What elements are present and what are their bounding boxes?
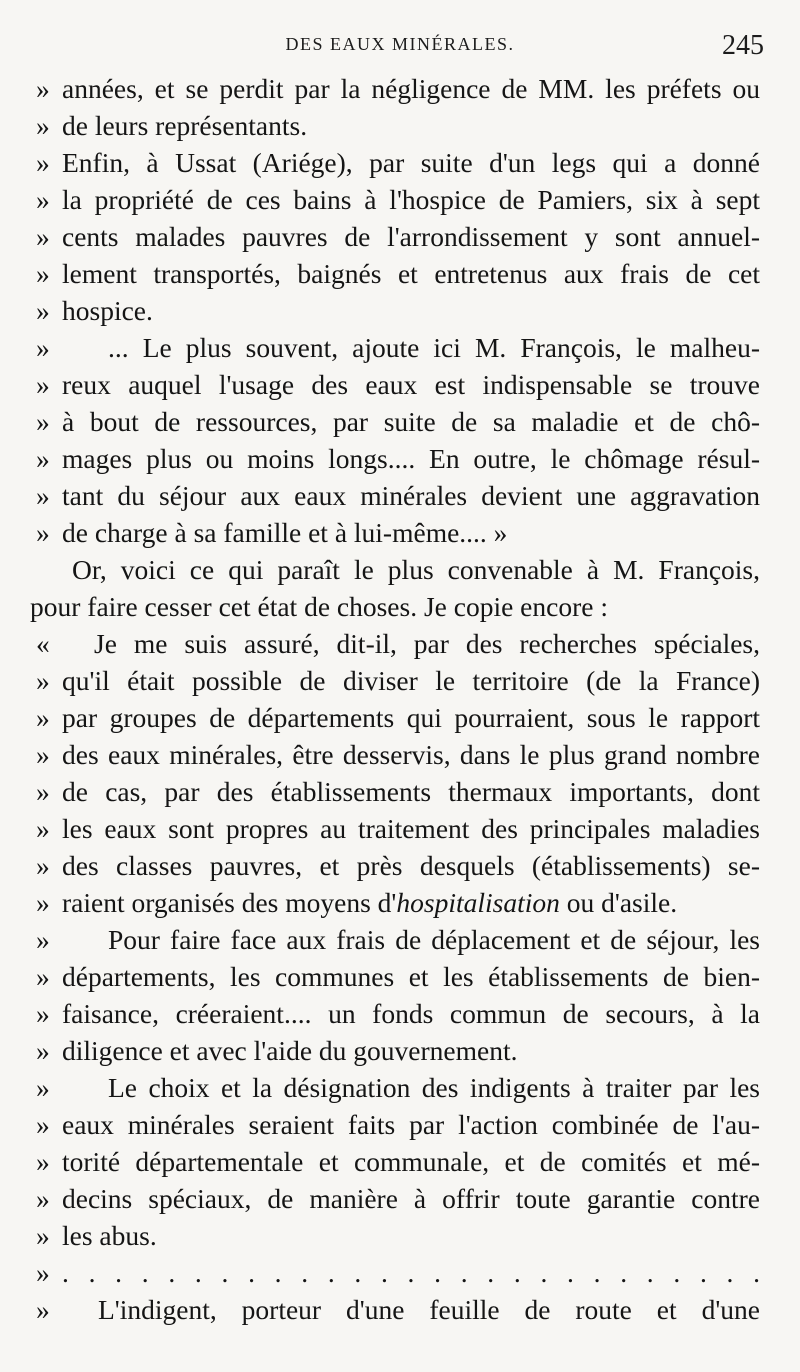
text-line: Or, voici ce qui paraît le plus convenable à M. François, [72, 554, 760, 585]
text-line: » de cas, par des établissements thermaux importants, dont [36, 776, 760, 807]
text-line: » diligence et avec l'aide du gouvernement. [36, 1035, 518, 1066]
text-line: » decins spéciaux, de manière à offrir toute garantie contre [36, 1183, 760, 1214]
text-line: » . . . . . . . . . . . . . . . . . . . . . . . . . . . [36, 1257, 760, 1288]
text-line: » de charge à sa famille et à lui-même.... » [36, 517, 508, 548]
text-line: » cents malades pauvres de l'arrondissement y sont annuel- [36, 221, 760, 252]
page-number: 245 [722, 30, 764, 61]
text-line: » à bout de ressources, par suite de sa maladie et de chô- [36, 406, 760, 437]
body-text [30, 70, 760, 1328]
text-line: » qu'il était possible de diviser le territoire (de la France) [36, 665, 760, 696]
text-line: » ... Le plus souvent, ajoute ici M. François, le malheu- [36, 332, 760, 363]
text-line: » les abus. [36, 1220, 157, 1251]
text-line: » années, et se perdit par la négligence de MM. les préfets ou [36, 73, 760, 104]
text-line: » faisance, créeraient.... un fonds commun de secours, à la [36, 998, 760, 1029]
text-line: » des eaux minérales, être desservis, dans le plus grand nombre [36, 739, 760, 770]
text-line: » départements, les communes et les établissements de bien- [36, 961, 760, 992]
text-line: » reux auquel l'usage des eaux est indispensable se trouve [36, 369, 760, 400]
text-line: » les eaux sont propres au traitement des principales maladies [36, 813, 760, 844]
text-line: » lement transportés, baignés et entretenus aux frais de cet [36, 258, 760, 289]
italic-word: hospitalisation [396, 887, 560, 918]
text-line: » Le choix et la désignation des indigents à traiter par les [36, 1072, 760, 1103]
text-line: » la propriété de ces bains à l'hospice de Pamiers, six à sept [36, 184, 760, 215]
text-line: pour faire cesser cet état de choses. Je copie encore : [30, 591, 608, 622]
page-header [30, 30, 770, 70]
running-title: DES EAUX MINÉRALES. [285, 34, 515, 54]
text-line: » torité départementale et communale, et de comités et mé- [36, 1146, 760, 1177]
text-line: » de leurs représentants. [36, 110, 308, 141]
text-line: » Pour faire face aux frais de déplacement et de séjour, les [36, 924, 760, 955]
text-line: » par groupes de départements qui pourraient, sous le rapport [36, 702, 760, 733]
text-line: » eaux minérales seraient faits par l'action combinée de l'au- [36, 1109, 760, 1140]
text-line: » Enfin, à Ussat (Ariége), par suite d'un legs qui a donné [36, 147, 760, 178]
text-line: » L'indigent, porteur d'une feuille de route et d'une [36, 1294, 760, 1325]
text-line: « Je me suis assuré, dit-il, par des recherches spéciales, [36, 628, 760, 659]
text-line: » mages plus ou moins longs.... En outre, le chômage résul- [36, 443, 760, 474]
text-line: » hospice. [36, 295, 153, 326]
text-line: » tant du séjour aux eaux minérales devient une aggravation [36, 480, 760, 511]
text-line: » raient organisés des moyens d'hospitalisation ou d'asile. [36, 887, 678, 918]
text-line: » des classes pauvres, et près desquels (établissements) se- [36, 850, 760, 881]
